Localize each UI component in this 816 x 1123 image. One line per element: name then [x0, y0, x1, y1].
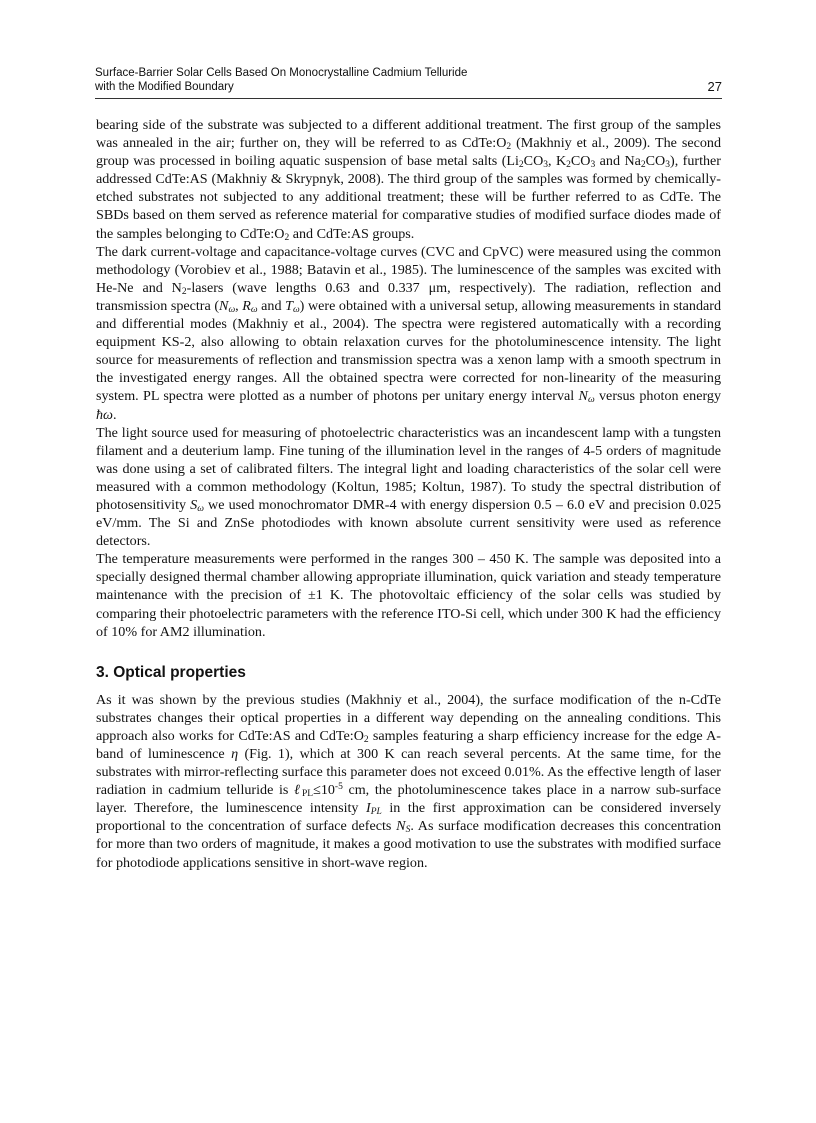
paragraph-4: The temperature measurements were performed in the ranges 300 – 450 K. The sample was deposited into a specially designed thermal chamber allowing appropriate illumination, quick variation and steady temperature maintenance with the precision of ±1 K. The photovoltaic efficiency of the solar cells was studied by comparing their photoelectric parameters with the reference ITO-Si cell, which under 300 K had the efficiency of 10% for AM2 illumination.: [96, 551, 721, 640]
section-heading: 3. Optical properties: [96, 663, 246, 681]
paragraph-2: The dark current-voltage and capacitance-voltage curves (CVC and CpVC) were measured using the common methodology (Vorobiev et al., 1988; Batavin et al., 1985). The luminescence of the samples was excited with He-Ne and $N_2$-lasers (wave lengths 0.63 and 0.337 μm, respectively). The radiation, reflection and transmission spectra ($N_\omega$, $R_\omega$ and $T_\omega$) were obtained with a universal setup, allowing measurements in standard and differential modes (Makhniy et al., 2004). The spectra were registered automatically with a recording equipment KS-2, also allowing to obtain relaxation curves for the photoluminescence intensity. The light source for measurements of reflection and transmission spectra was a xenon lamp with a smooth spectrum in the investigated energy ranges. All the obtained spectra were corrected for non-linearity of the measuring system. PL spectra were plotted as a number of photons per unitary energy interval $N_\omega$ versus photon energy ħω.: [96, 243, 721, 423]
paragraph-5: As it was shown by the previous studies (Makhniy et al., 2004), the surface modification of the n-CdTe substrates changes their optical properties in a different way depending on the annealing conditions. This approach also works for CdTe:AS and $CdTe:O_2$ samples featuring a sharp efficiency increase for the edge A-band of luminescence η (Fig. 1), which at 300 K can reach several percents. At the same time, for the substrates with mirror-reflecting surface this parameter does not exceed 0.01%. As the effective length of laser radiation in cadmium telluride is $\ell_{PL}\le 10^{-5}$ cm, the photoluminescence takes place in a narrow sub-surface layer. Therefore, the luminescence intensity $I_{PL}$ in the first approximation can be considered inversely proportional to the concentration of surface defects $N_S$. As surface modification decreases this concentration for more than two orders of magnitude, it makes a good motivation to use the substrates with modified surface for photodiode applications sensitive in short-wave region.: [96, 691, 722, 871]
page-body: [96, 116, 721, 872]
running-header: [95, 66, 722, 94]
paragraph-1: bearing side of the substrate was subjected to a different additional treatment. The first group of the samples was annealed in the air; further on, they will be referred to as $CdTe:O_2$ (Makhniy et al., 2009). The second group was processed in boiling aquatic suspension of base metal salts ($Li_2CO_3$, $K_2CO_3$ and $Na_2CO_3$), further addressed CdTe:AS (Makhniy & Skrypnyk, 2008). The third group of the samples was formed by chemically-etched substrates not subjected to any additional treatment; these will be further referred to as CdTe. The SBDs based on them served as reference material for comparative studies of modified surface diodes made of the samples belonging to $CdTe:O_2$ and CdTe:AS groups.: [96, 117, 721, 243]
page-number: 27: [707, 79, 722, 94]
paragraph-3: The light source used for measuring of photoelectric characteristics was an incandescent lamp with a tungsten filament and a deuterium lamp. Fine tuning of the illumination level in the ranges of 4-5 orders of magnitude was done using a set of calibrated filters. The integral light and loading characteristics of the solar cell were measured with a common methodology (Koltun, 1985; Koltun, 1987). To study the spectral distribution of photosensitivity $S_\omega$ we used monochromator DMR-4 with energy dispersion 0.5 – 6.0 eV and precision 0.025 eV/mm. The Si and ZnSe photodiodes with known absolute current sensitivity were used as reference detectors.: [96, 424, 721, 550]
header-title-line1: Surface-Barrier Solar Cells Based On Monocrystalline Cadmium Telluride: [95, 67, 468, 79]
header-title-line2: with the Modified Boundary: [95, 81, 234, 93]
header-rule: [95, 98, 722, 99]
